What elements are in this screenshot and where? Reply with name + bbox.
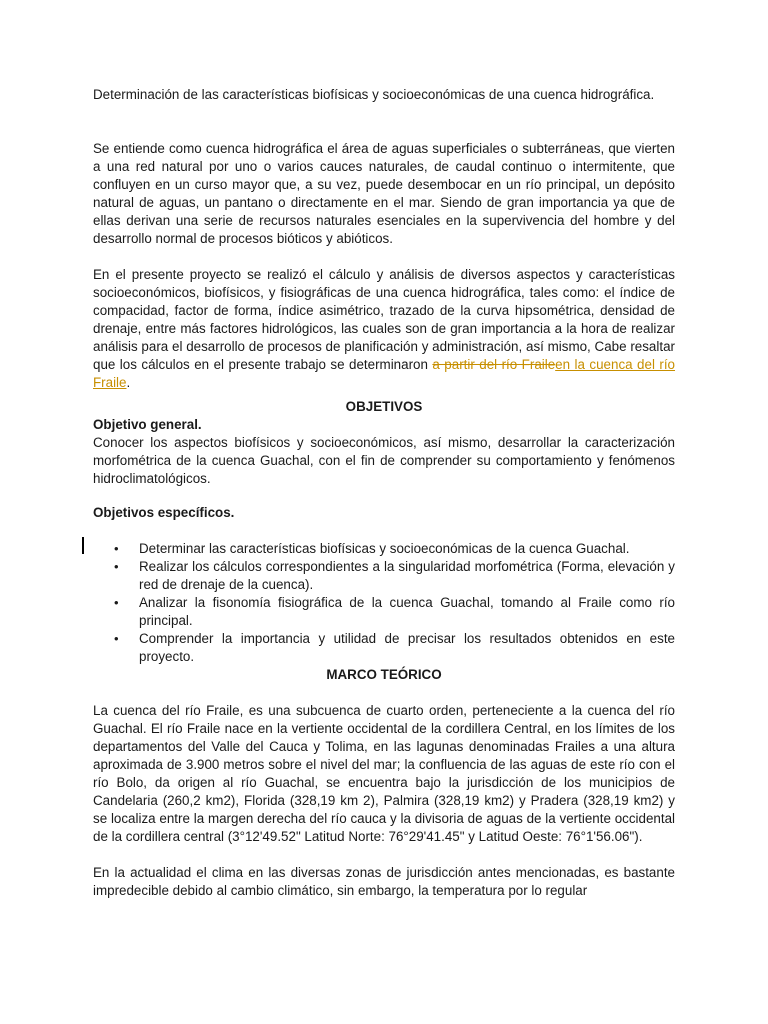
bullet-icon: •: [114, 631, 119, 646]
bullet-icon: •: [114, 595, 119, 610]
marco-paragraph-2: En la actualidad el clima en las diversas zonas de jurisdicción antes mencionadas, es bastante impredecible debido al cambio climático, sin embargo, la temperatura por lo regular: [93, 865, 675, 898]
tracked-insertion: en la cuenca del río Fraile: [93, 357, 676, 390]
marco-teorico-heading: MARCO TEÓRICO: [326, 667, 442, 682]
text-cursor: [82, 537, 84, 554]
objetivo-general-heading: Objetivo general.: [93, 417, 202, 432]
marco-paragraph-1: La cuenca del río Fraile, es una subcuenca de cuarto orden, perteneciente a la cuenca del río Guachal. El río Fraile nace en la vertiente occidental de la cordillera Central, en los límites de los departamentos del Valle del Cauca y Tolima, en las lagunas denominadas Frailes a una altura aproximada de 3.900 metros sobre el nivel del mar; la confluencia de las aguas de este río con el río Bolo, da origen al río Guachal, se encuentra bajo la jurisdicción de los municipios de Candelaria (260,2 km2), Florida (328,19 km 2), Palmira (328,19 km2) y Pradera (328,19 km2) y se localiza entre la margen derecha del río cauca y la divisoria de aguas de la vertiente occidental de la cordillera central (3°12'49.52" Latitud Norte: 76°29'41.45" y Latitud Oeste: 76°1'56.06").: [93, 703, 675, 844]
document-title: Determinación de las características biofísicas y socioeconómicas de una cuenca hidrográfica.: [93, 87, 655, 102]
list-item: • Determinar las características biofísicas y socioeconómicas de la cuenca Guachal.: [114, 541, 630, 556]
project-paragraph: [93, 266, 675, 392]
objetivos-especificos-heading: Objetivos específicos.: [93, 505, 235, 520]
project-paragraph-text: En el presente proyecto se realizó el cálculo y análisis de diversos aspectos y características socioeconómicos, biofísicos, y fisiográficas de una cuenca hidrográfica, tales como: el índice de compacidad, factor de forma, índice asimétrico, trazado de la curva hipsométrica, densidad de drenaje, entre más factores hidrológicos, las cuales son de gran importancia a la hora de realizar análisis para el desarrollo de procesos de planificación y administración, así mismo, Cabe resaltar que los cálculos en el presente trabajo se determinaron: [93, 267, 675, 372]
intro-paragraph: Se entiende como cuenca hidrográfica el área de aguas superficiales o subterráneas, que vierten a una red natural por uno o varios cauces naturales, de caudal continuo o intermitente, que confluyen en un curso mayor que, a su vez, puede desembocar en un río principal, un depósito natural de aguas, un pantano o directamente en el mar. Siendo de gran importancia ya que de ellas derivan una serie de recursos naturales esenciales en la supervivencia del hombre y del desarrollo normal de procesos bióticos y abióticos.: [93, 141, 675, 246]
objetivo-general-text: Conocer los aspectos biofísicos y socioeconómicos, así mismo, desarrollar la caracterización morfométrica de la cuenca Guachal, con el fin de comprender su comportamiento y fenómenos hidroclimatológicos.: [93, 435, 675, 486]
objetivos-especificos-list: [93, 540, 675, 666]
bullet-icon: •: [114, 541, 119, 556]
tracked-deletion: a partir del río Fraile: [432, 357, 556, 372]
list-item: • Realizar los cálculos correspondientes a la singularidad morfométrica (Forma, elevación y red de drenaje de la cuenca).: [114, 559, 675, 592]
list-item: • Analizar la fisonomía fisiográfica de la cuenca Guachal, tomando al Fraile como río principal.: [114, 595, 675, 628]
spacer: [93, 488, 675, 504]
paragraph-end: .: [126, 375, 131, 390]
spacer: [93, 522, 675, 540]
objetivos-heading: OBJETIVOS: [345, 399, 423, 414]
document-page: [93, 86, 675, 900]
bullet-icon: •: [114, 559, 119, 574]
list-item: • Comprender la importancia y utilidad de precisar los resultados obtenidos en este proyecto.: [114, 631, 675, 664]
